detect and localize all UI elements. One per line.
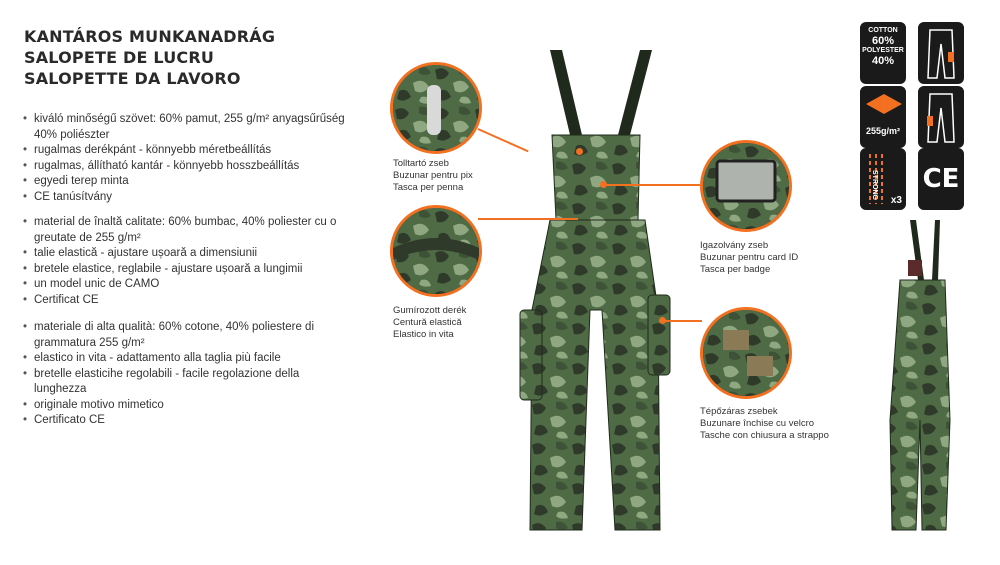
velcro-pocket-dot	[659, 317, 666, 324]
feature-item: • CE tanúsítvány	[22, 190, 352, 206]
elastic-waist-detail	[390, 205, 482, 297]
feature-item: • Certificat CE	[22, 293, 352, 309]
elastic-waist-leader	[478, 218, 578, 220]
product-titles	[24, 26, 275, 89]
fabric-weight-badge: 255g/m²	[860, 86, 906, 148]
fabric-composition-badge: COTTON 60% POLYESTER 40%	[860, 22, 906, 84]
title-hu: KANTÁROS MUNKANADRÁG	[24, 27, 276, 46]
feature-item: • egyedi terep minta	[22, 174, 352, 190]
title-it: SALOPETTE DA LAVORO	[24, 69, 241, 88]
feature-item: • bretele elastice, reglabile - ajustare ușoară a lungimii	[22, 262, 352, 278]
ce-mark-badge: CE	[918, 148, 964, 210]
pen-pocket-dot	[576, 148, 583, 155]
feature-list-hu	[22, 112, 352, 205]
feature-list-ro	[22, 215, 352, 308]
strong-label: STRONG	[871, 170, 878, 200]
feature-item: • un model unic de CAMO	[22, 277, 352, 293]
feature-list-it	[22, 320, 352, 429]
title-ro: SALOPETE DE LUCRU	[24, 48, 215, 67]
elastic-waist-label: Gumírozott derék Centură elastică Elastico in vita	[393, 305, 467, 340]
reinforced-knees-icon	[918, 86, 964, 148]
feature-item: • talie elastică - ajustare ușoară a dimensiunii	[22, 246, 352, 262]
feature-item: • Certificato CE	[22, 413, 352, 429]
id-badge-dot	[600, 181, 607, 188]
feature-item: • kiváló minőségű szövet: 60% pamut, 255 g/m² anyagsűrűség 40% poliészter	[22, 112, 352, 143]
overalls-side-image	[880, 220, 960, 540]
feature-item: • rugalmas, állítható kantár - könnyebb hosszbeállítás	[22, 159, 352, 175]
pen-pocket-detail	[390, 62, 482, 154]
feature-item: • rugalmas derékpánt - könnyebb méretbeállítás	[22, 143, 352, 159]
feature-item: • originale motivo mimetico	[22, 398, 352, 414]
feature-item: • bretelle elasticihe regolabili - facile regolazione della lunghezza	[22, 367, 352, 398]
id-badge-label: Igazolvány zseb Buzunar pentru card ID Tasca per badge	[700, 240, 799, 275]
velcro-pocket-label: Tépőzáras zsebek Buzunare închise cu velcro Tasche con chiusura a strappo	[700, 406, 829, 441]
feature-item: • material de înaltă calitate: 60% bumbac, 40% poliester cu o greutate de 255 g/m²	[22, 215, 352, 246]
feature-item: • elastico in vita - adattamento alla taglia più facile	[22, 351, 352, 367]
trousers-icon	[918, 22, 964, 84]
velcro-pocket-leader	[664, 320, 702, 322]
id-badge-leader	[605, 184, 700, 186]
triple-stitch-badge	[860, 148, 906, 210]
overalls-image	[490, 40, 700, 540]
id-badge-pocket-detail	[700, 140, 792, 232]
pen-pocket-label: Tolltartó zseb Buzunar pentru pix Tasca per penna	[393, 158, 473, 193]
strong-count: x3	[890, 195, 902, 206]
velcro-pocket-detail	[700, 307, 792, 399]
feature-item: • materiale di alta qualità: 60% cotone, 40% poliestere di grammatura 255 g/m²	[22, 320, 352, 351]
